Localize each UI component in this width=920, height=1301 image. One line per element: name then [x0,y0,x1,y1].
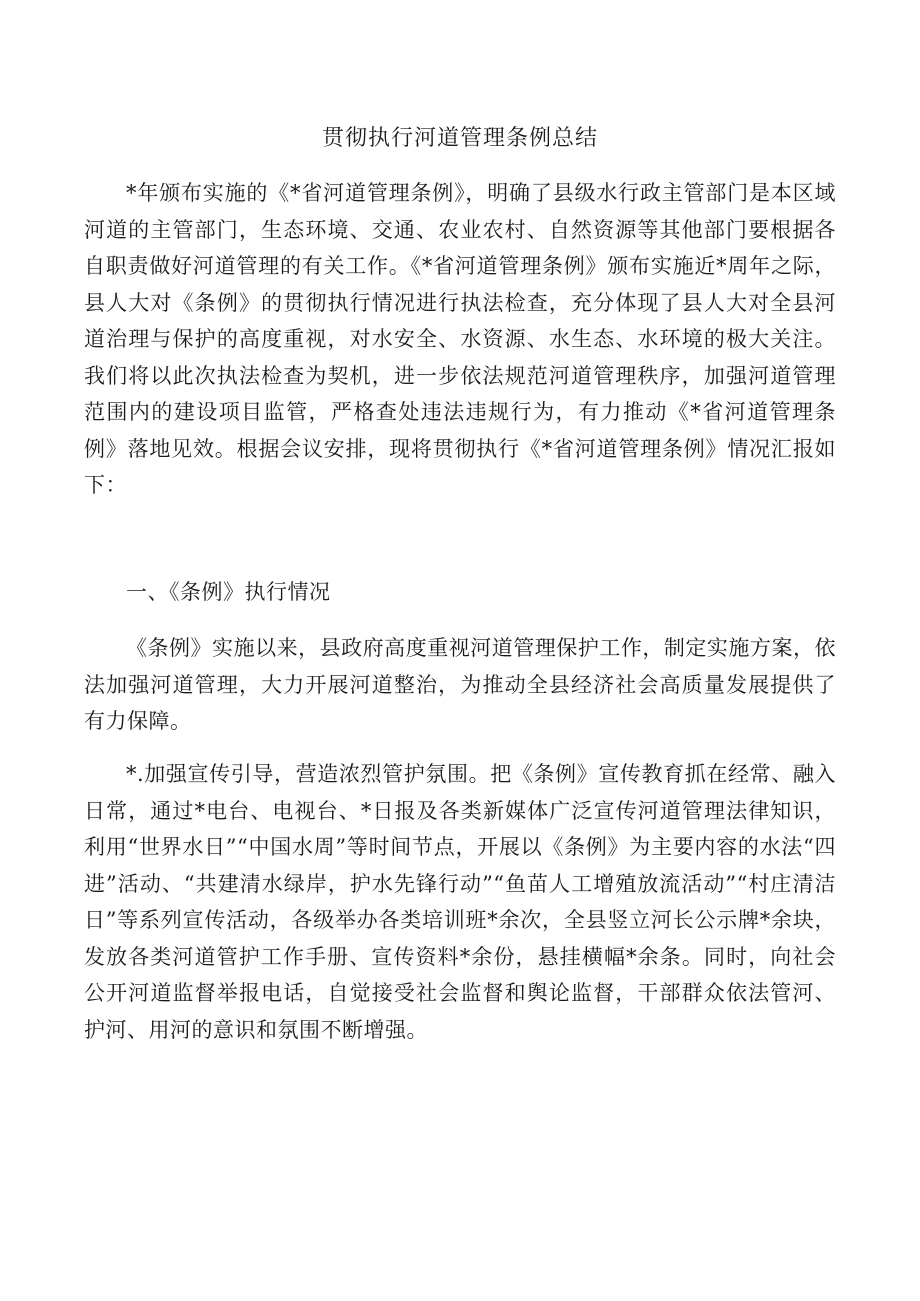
section-heading-1: 一、《条例》执行情况 [126,580,331,604]
document-title: 贯彻执行河道管理条例总结 [321,126,598,151]
paragraph-intro: *年颁布实施的《*省河道管理条例》，明确了县级水行政主管部门是本区域河道的主管部门，生态环境、交通、农业农村、自然资源等其他部门要根据各自职责做好河道管理的有关工作。《*省河道管理条例》颁布实施近*周年之际，县人大对《条例》的贯彻执行情况进行执法检查，充分体现了县人大对全县河道治理与保护的高度重视，对水安全、水资源、水生态、水环境的极大关注。我们将以此次执法检查为契机，进一步依法规范河道管理秩序，加强河道管理范围内的建设项目监管，严格查处违法违规行为，有力推动《*省河道管理条例》落地见效。根据会议安排，现将贯彻执行《*省河道管理条例》情况汇报如下： [84,181,836,497]
paragraph-publicity: *.加强宣传引导，营造浓烈管护氛围。把《条例》宣传教育抓在经常、融入日常，通过*电台、电视台、*日报及各类新媒体广泛宣传河道管理法律知识，利用“世界水日”“中国水周”等时间节点，开展以《条例》为主要内容的水法“四进”活动、“共建清水绿岸，护水先锋行动”“鱼苗人工增殖放流活动”“村庄清洁日”等系列宣传活动，各级举办各类培训班*余次，全县竖立河长公示牌*余块，发放各类河道管护工作手册、宣传资料*余份，悬挂横幅*余条。同时，向社会公开河道监督举报电话，自觉接受社会监督和舆论监督，干部群众依法管河、护河、用河的意识和氛围不断增强。 [84,762,836,1042]
paragraph-section1-overview: 《条例》实施以来，县政府高度重视河道管理保护工作，制定实施方案，依法加强河道管理，大力开展河道整治，为推动全县经济社会高质量发展提供了有力保障。 [84,636,836,733]
